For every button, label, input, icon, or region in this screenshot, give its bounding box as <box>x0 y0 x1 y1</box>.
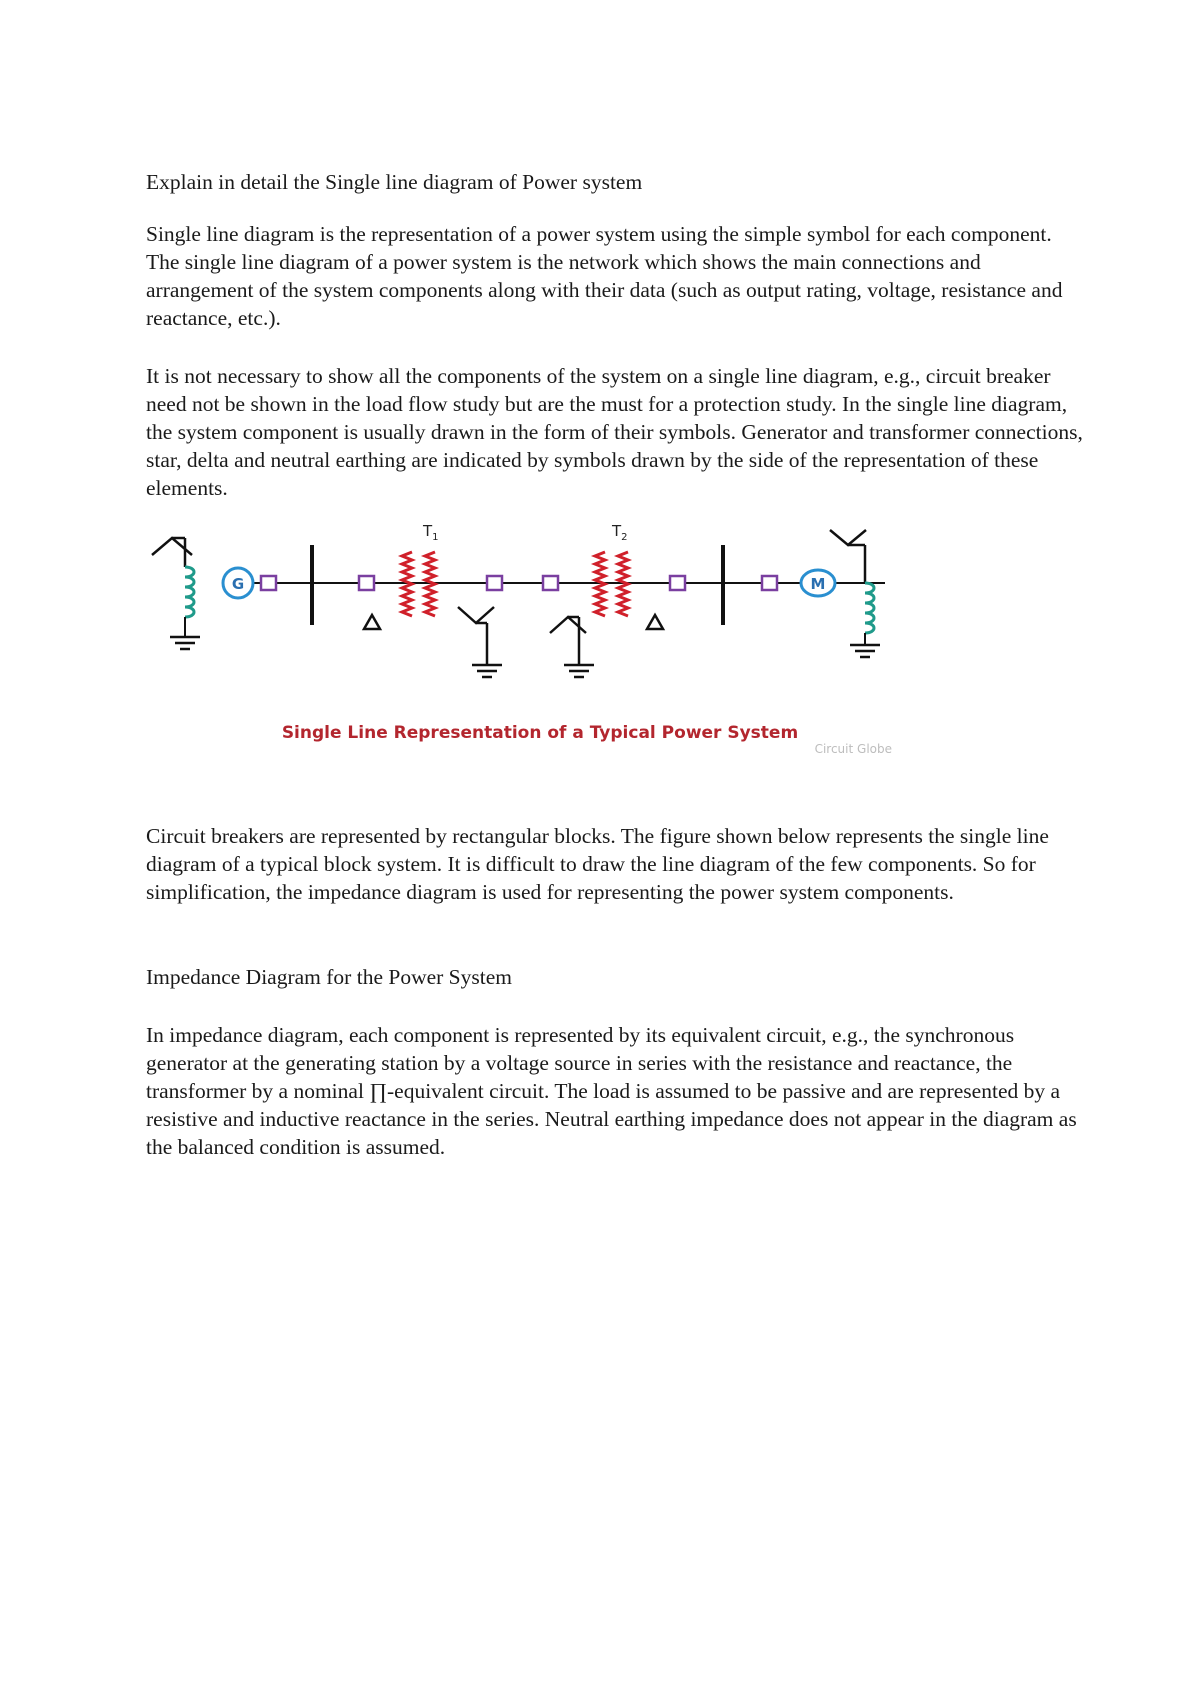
paragraph-components: It is not necessary to show all the components of the system on a single line diagram, e.g., circuit breaker need not be shown in the load flow study but are the must for a protection study. In the single line diagram, the system component is usually drawn in the form of their symbols. Generator and transformer connections, star, delta and neutral earthing are indicated by symbols drawn by the side of the representation of these elements. <box>146 363 1083 500</box>
circuit-breaker-4 <box>543 576 558 590</box>
paragraph-circuit-breakers: Circuit breakers are represented by rectangular blocks. The figure shown below represents the single line diagram of a typical block system. It is difficult to draw the line diagram of the few components. So for simplification, the impedance diagram is used for representing the power system components. <box>146 823 1049 904</box>
transformer-t1 <box>402 522 439 616</box>
circuit-breaker-3 <box>487 576 502 590</box>
transformer-t2-neutral-earthing <box>550 617 594 677</box>
motor-label: M <box>810 575 826 593</box>
transformer-t1-neutral-earthing <box>458 607 502 677</box>
transformer-t2-label: $T_2$ <box>612 522 628 543</box>
transformer-t2 <box>595 522 628 616</box>
motor-neutral-earthing <box>830 530 880 657</box>
circuit-breaker-5 <box>670 576 685 590</box>
paragraph-definition: Single line diagram is the representation of a power system using the simple symbol for each component. The single line diagram of a power system is the network which shows the main connections and arrangement of the system components along with their data (such as output rating, voltage, resistance and reactance, etc.). <box>146 221 1063 330</box>
circuit-breaker-2 <box>359 576 374 590</box>
paragraph-impedance-diagram: In impedance diagram, each component is represented by its equivalent circuit, e.g., the synchronous generator at the generating station by a voltage source in series with the resistance and reactance, the transformer by a nominal ∏-equivalent circuit. The load is assumed to be passive and are represented by a resistive and inductive reactance in the series. Neutral earthing impedance does not appear in the diagram as the balanced condition is assumed. <box>146 1022 1077 1159</box>
delta-symbol-1 <box>364 615 380 629</box>
generator-label: G <box>231 575 245 593</box>
delta-symbol-2 <box>647 615 663 629</box>
motor-symbol <box>801 570 835 596</box>
generator-symbol <box>223 568 253 598</box>
single-line-diagram <box>140 505 1000 765</box>
single-line-diagram-figure <box>140 505 1000 765</box>
circuit-breaker-1 <box>261 576 276 590</box>
figure-caption: Single Line Representation of a Typical Power System <box>281 723 799 743</box>
generator-neutral-earthing <box>152 538 200 649</box>
document-heading: Explain in detail the Single line diagram of Power system <box>146 169 643 194</box>
circuit-breaker-6 <box>762 576 777 590</box>
transformer-t1-label: $T_1$ <box>423 522 439 543</box>
figure-watermark: Circuit Globe <box>814 742 892 756</box>
impedance-diagram-heading: Impedance Diagram for the Power System <box>146 964 512 989</box>
